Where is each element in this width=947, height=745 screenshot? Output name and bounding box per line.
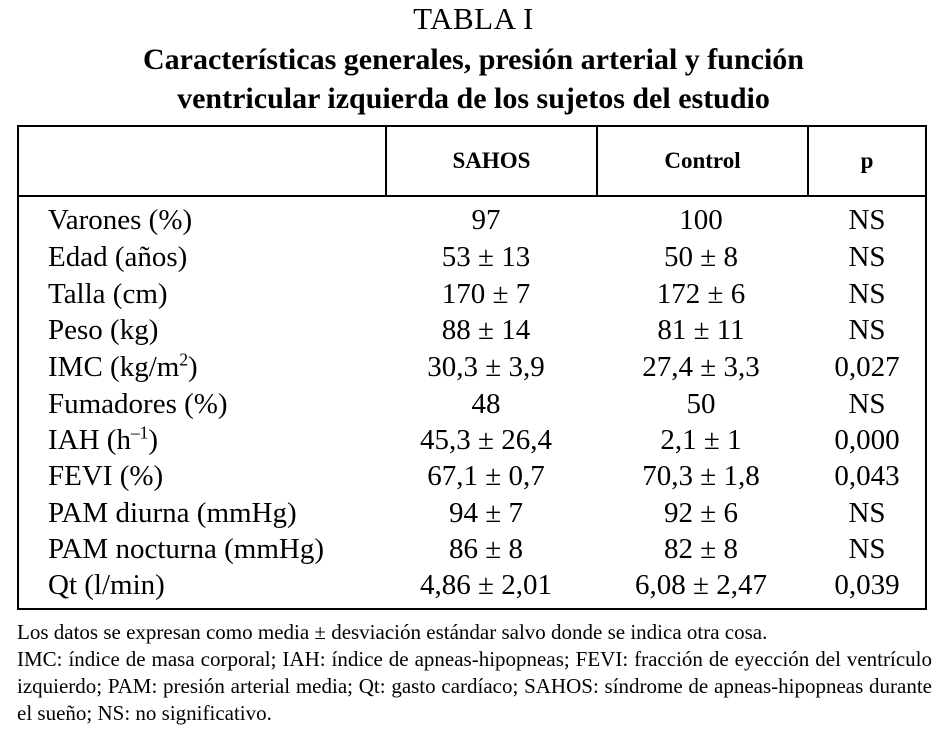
p-value: 0,039	[834, 569, 900, 601]
p-value: NS	[848, 388, 886, 420]
table-header-row	[19, 127, 925, 197]
control-value: 50	[686, 388, 716, 420]
table-footnote	[17, 619, 932, 727]
control-value: 6,08 ± 2,47	[635, 569, 767, 601]
row-label: FEVI (%)	[48, 460, 164, 492]
row-label-superscript: 2	[179, 349, 189, 370]
table-row	[19, 458, 925, 494]
data-table	[17, 125, 927, 610]
p-value: 0,043	[834, 460, 900, 492]
header-sahos: SAHOS	[452, 148, 531, 173]
p-value: NS	[848, 497, 886, 529]
sahos-value: 4,86 ± 2,01	[420, 569, 552, 601]
row-label: PAM nocturna (mmHg)	[48, 533, 325, 565]
p-value: NS	[848, 241, 886, 273]
row-label-close: )	[188, 351, 198, 383]
row-label: Peso (kg)	[48, 314, 159, 346]
sahos-value: 170 ± 7	[441, 278, 531, 310]
header-control: Control	[664, 148, 741, 173]
row-label	[48, 422, 158, 458]
footnote-line-1: Los datos se expresan como media ± desviación estándar salvo donde se indica otra cosa.	[17, 620, 768, 644]
row-label: Talla (cm)	[48, 278, 168, 310]
row-label: Qt (l/min)	[48, 569, 165, 601]
p-value: NS	[848, 314, 886, 346]
p-value: NS	[848, 204, 886, 236]
row-label: Fumadores (%)	[48, 388, 228, 420]
footnote-abbreviations: IMC: índice de masa corporal; IAH: índice de apneas-hipopneas; FEVI: fracción de eyección del ventrículo izquierdo; PAM: presión arterial media; Qt: gasto cardíaco; SAHOS: síndrome de apneas-hipopneas durante el sueño; NS: no significativo.	[17, 647, 932, 725]
table-row	[19, 422, 925, 458]
table-row	[19, 312, 925, 348]
row-label-text: IMC (kg/m	[48, 351, 180, 383]
sahos-value: 88 ± 14	[441, 314, 531, 346]
sahos-value: 86 ± 8	[449, 533, 523, 565]
control-value: 2,1 ± 1	[660, 424, 742, 456]
table-row	[19, 495, 925, 531]
row-label: Varones (%)	[48, 204, 193, 236]
sahos-value: 48	[471, 388, 501, 420]
control-value: 92 ± 6	[664, 497, 738, 529]
sahos-value: 45,3 ± 26,4	[420, 424, 552, 456]
table-title	[0, 40, 947, 118]
p-value: NS	[848, 533, 886, 565]
row-label: PAM diurna (mmHg)	[48, 497, 297, 529]
table-number: TABLA I	[413, 1, 534, 36]
table-row	[19, 386, 925, 422]
table-title-line-1: Características generales, presión arterial y función	[143, 43, 804, 76]
p-value: 0,027	[834, 351, 900, 383]
control-value: 50 ± 8	[664, 241, 738, 273]
row-label-text: IAH (h	[48, 424, 131, 456]
table-row	[19, 276, 925, 312]
control-value: 70,3 ± 1,8	[642, 460, 760, 492]
sahos-value: 97	[471, 204, 501, 236]
p-value: NS	[848, 278, 886, 310]
row-label-superscript: –1	[130, 422, 149, 443]
table-row	[19, 567, 925, 603]
row-label: Edad (años)	[48, 241, 188, 273]
table-row	[19, 531, 925, 567]
row-label	[48, 349, 198, 385]
p-value: 0,000	[834, 424, 900, 456]
table-row	[19, 349, 925, 385]
control-value: 172 ± 6	[656, 278, 746, 310]
control-value: 27,4 ± 3,3	[642, 351, 760, 383]
control-value: 81 ± 11	[657, 314, 745, 346]
sahos-value: 94 ± 7	[449, 497, 523, 529]
header-label-column	[19, 127, 385, 195]
sahos-value: 30,3 ± 3,9	[427, 351, 545, 383]
table-row	[19, 239, 925, 275]
row-label-close: )	[148, 424, 159, 456]
sahos-value: 67,1 ± 0,7	[427, 460, 545, 492]
table-row	[19, 202, 925, 238]
sahos-value: 53 ± 13	[441, 241, 531, 273]
table-title-line-2: ventricular izquierda de los sujetos del estudio	[177, 82, 770, 115]
control-value: 100	[679, 204, 723, 236]
header-p: p	[860, 148, 874, 173]
control-value: 82 ± 8	[664, 533, 738, 565]
